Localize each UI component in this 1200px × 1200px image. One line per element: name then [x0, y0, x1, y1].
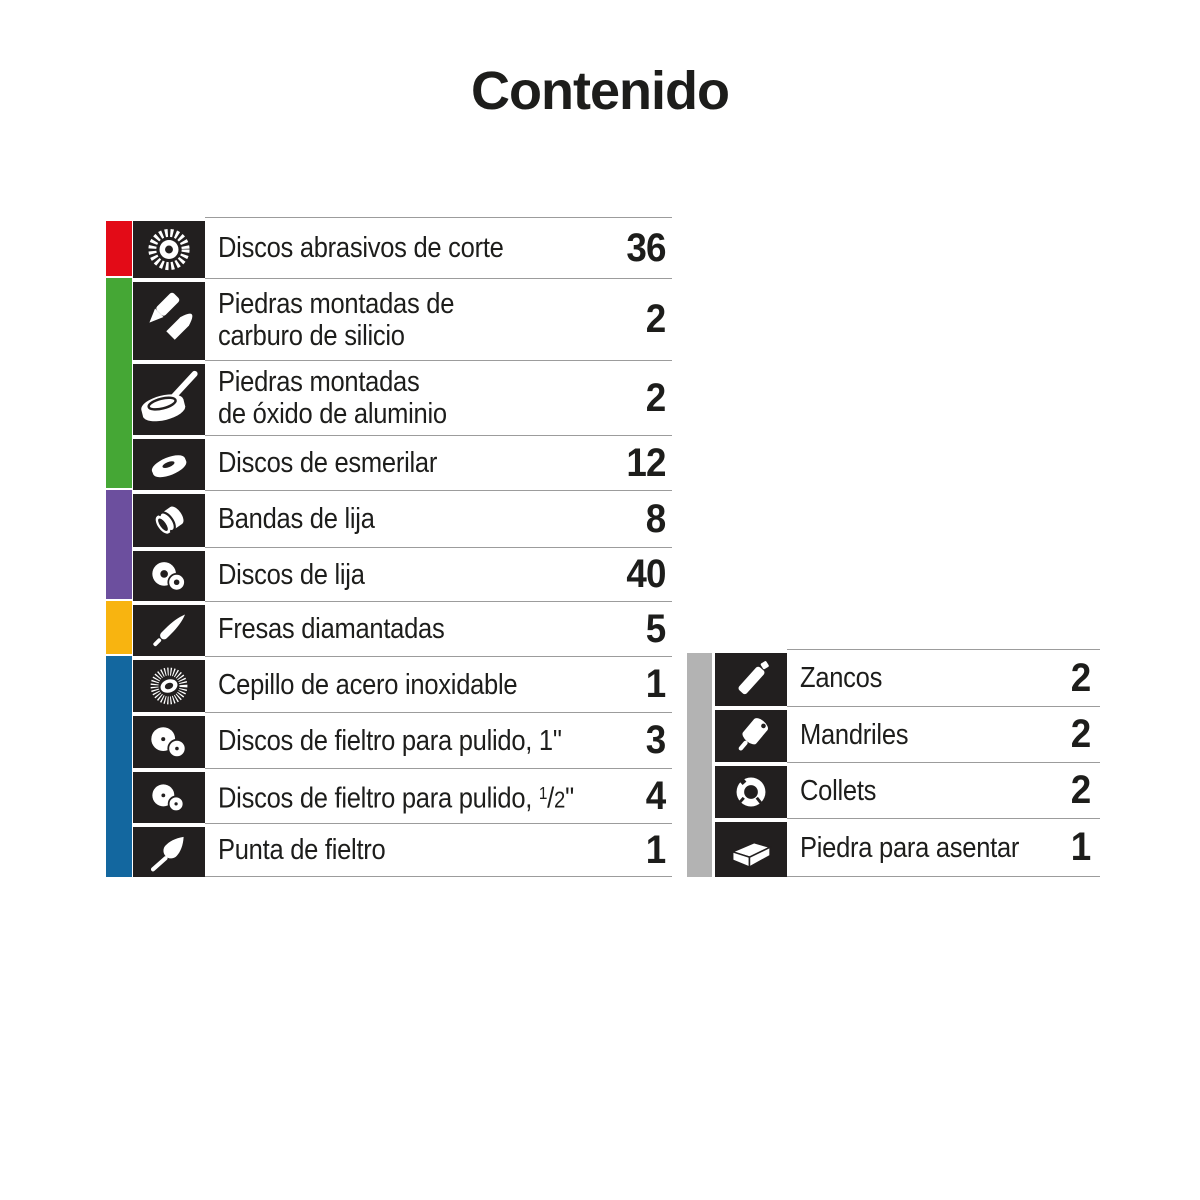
- item-quantity: 2: [645, 297, 665, 341]
- item-quantity: 1: [1070, 825, 1090, 869]
- grinding-disc-icon: [133, 439, 205, 490]
- felt-discs-small-icon: [133, 772, 205, 823]
- table-row: [133, 656, 672, 712]
- color-strip-column: [687, 645, 712, 877]
- table-row: [133, 278, 672, 360]
- sanding-band-icon: [133, 494, 205, 547]
- table-row: [133, 547, 672, 601]
- mandrel-icon: [715, 710, 787, 762]
- diamond-burr-icon: [133, 605, 205, 656]
- table-row: [715, 649, 1100, 706]
- cutoff-disc-icon: [133, 221, 205, 278]
- mounted-stones-icon: [133, 282, 205, 360]
- collet-icon: [715, 766, 787, 818]
- page-title: Contenido: [471, 61, 729, 121]
- item-label: Collets: [800, 774, 877, 807]
- item-quantity: 2: [1070, 768, 1090, 812]
- item-label: Cepillo de acero inoxidable: [218, 668, 518, 701]
- item-quantity: 12: [625, 440, 665, 485]
- item-label: Discos de lija: [218, 558, 365, 591]
- strip-blue: [106, 656, 132, 877]
- table-row: [715, 762, 1100, 818]
- fraction-denominator: 2: [553, 786, 566, 813]
- table-row: [133, 490, 672, 547]
- mounted-wheel-icon: [133, 364, 205, 435]
- item-label: Discos de fieltro para pulido, $^1$/2": [218, 782, 574, 815]
- item-quantity: 40: [625, 552, 665, 596]
- item-quantity: 4: [645, 773, 665, 818]
- table-row: [133, 768, 672, 823]
- contents-table-left: [106, 217, 672, 877]
- item-label: Piedras montadas de carburo de silicio: [218, 287, 455, 352]
- item-label: Piedra para asentar: [800, 831, 1020, 864]
- item-quantity: 5: [645, 606, 665, 651]
- table-row: [133, 712, 672, 768]
- strip-purple: [106, 490, 132, 599]
- item-quantity: 36: [625, 225, 665, 270]
- item-label: Bandas de lija: [218, 503, 375, 535]
- strip-gray: [687, 653, 712, 877]
- item-label: Punta de fieltro: [218, 834, 386, 866]
- wire-brush-icon: [133, 660, 205, 712]
- shank-icon: [715, 653, 787, 706]
- strip-red: [106, 221, 132, 276]
- table-row: [133, 435, 672, 490]
- item-label: Discos de esmerilar: [218, 447, 438, 479]
- table-row: [133, 217, 672, 278]
- item-quantity: 1: [645, 662, 665, 706]
- fraction-slash: /: [547, 782, 554, 815]
- table-row: [133, 360, 672, 435]
- color-strip-column: [106, 217, 132, 877]
- strip-yellow: [106, 601, 132, 654]
- item-quantity: 2: [645, 375, 665, 420]
- item-label: Discos abrasivos de corte: [218, 232, 504, 264]
- table-row: [715, 706, 1100, 762]
- item-label: Zancos: [800, 662, 883, 694]
- table-row: [133, 601, 672, 656]
- fraction-numerator: 1: [538, 782, 548, 803]
- item-label: Discos de fieltro para pulido, 1": [218, 724, 562, 757]
- item-quantity: 3: [645, 718, 665, 762]
- contents-table-right: [687, 645, 1100, 877]
- item-quantity: 2: [1070, 712, 1090, 756]
- item-quantity: 8: [645, 496, 665, 541]
- felt-tip-icon: [133, 827, 205, 877]
- table-row: [715, 818, 1100, 877]
- item-label: Piedras montadas de óxido de aluminio: [218, 366, 447, 430]
- strip-green: [106, 278, 132, 488]
- item-label: Mandriles: [800, 718, 909, 751]
- felt-discs-icon: [133, 716, 205, 768]
- sanding-discs-icon: [133, 551, 205, 601]
- sharpening-stone-icon: [715, 822, 787, 877]
- table-row: [133, 823, 672, 877]
- item-quantity: 2: [1070, 655, 1090, 700]
- item-label: Fresas diamantadas: [218, 613, 445, 645]
- item-quantity: 1: [645, 827, 665, 872]
